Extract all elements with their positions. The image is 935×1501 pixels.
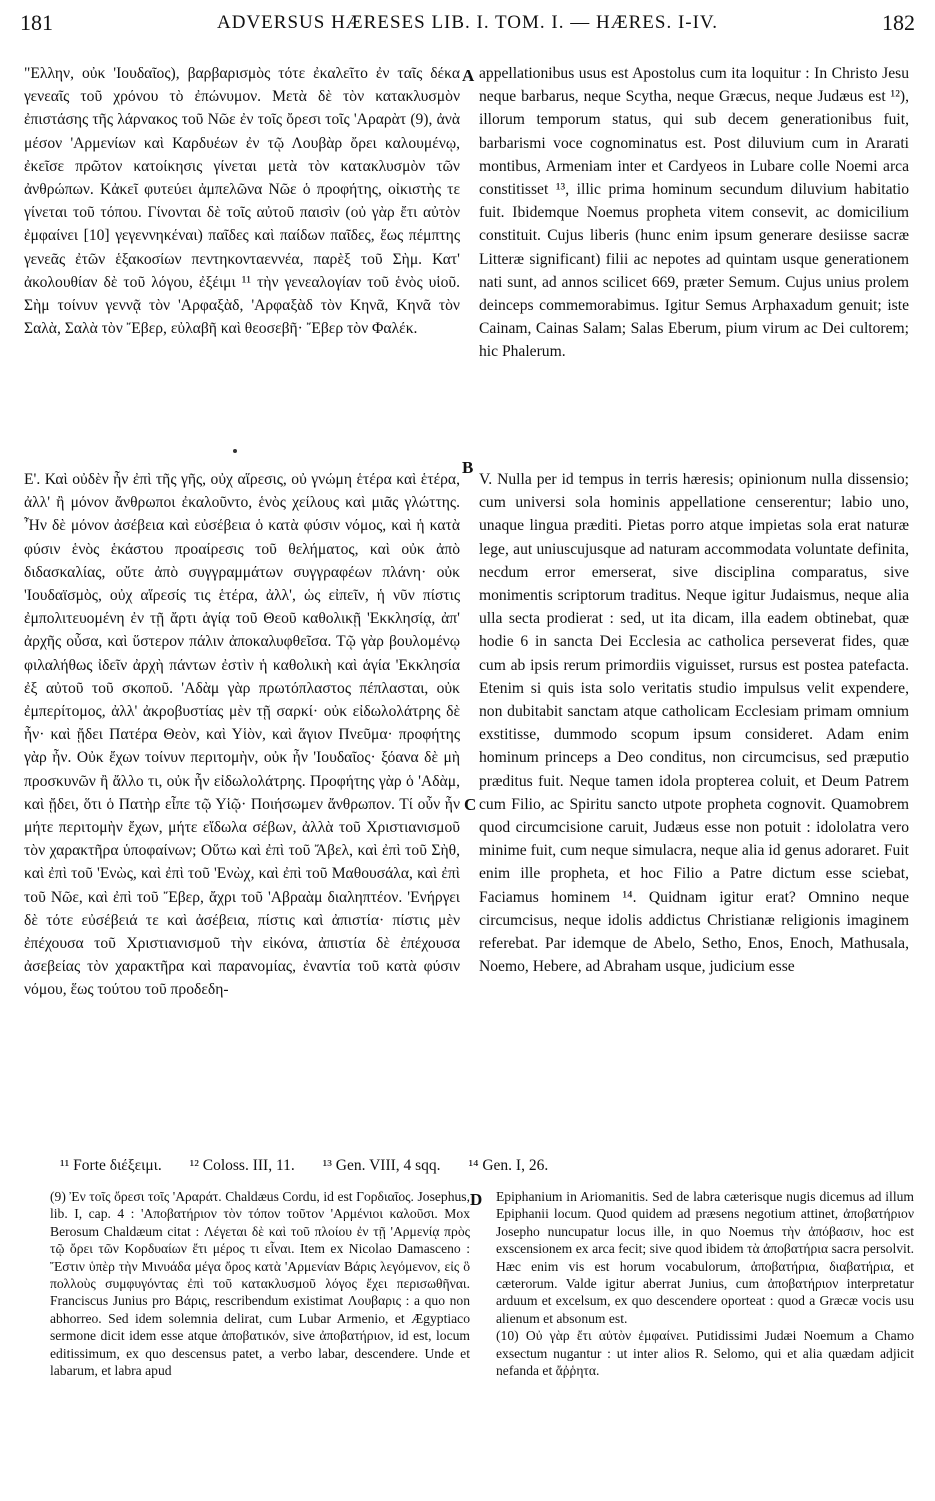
greek-paragraph-2: Ε'. Καὶ οὐδὲν ἦν ἐπὶ τῆς γῆς, οὐχ αἵρεσις, οὐ γνώμη ἑτέρα καὶ ἑτέρα, ἀλλ' ἢ μόνον ἄνθρωποι ἐκαλοῦντο, ἑνὸς χείλους καὶ μιᾶς γλώττης. Ἦν δὲ μόνον ἀσέβεια καὶ εὐσέβεια ὁ κατὰ φύσιν νόμος, καὶ ἡ κατὰ φύσιν ἑνὸς ἑκάστου προαίρεσις τοῦ θελήματος, καὶ οὐκ ἀπὸ διδασκαλίας, οὔτε ἀπὸ συγγραμμάτων συγγραφέων πλάνη· οὐκ 'Ιουδαϊσμὸς, οὐχ αἵρεσίς τις ἑτέρα, ἀλλ', ὡς εἰπεῖν, ἡ νῦν πίστις ἐμπολιτευομένη ἐν τῇ ἄρτι ἁγίᾳ τοῦ Θεοῦ καθολικῇ 'Εκκλησίᾳ, ἀπ' ἀρχῆς οὖσα, καὶ ὕστερον πάλιν ἀποκαλυφθεῖσα. Τῷ γὰρ βουλομένῳ φιλαλήθως ἰδεῖν ἀρχὴ πάντων ἐστὶν ἡ καθολικὴ καὶ ἁγία 'Εκκλησία ἐξ αὐτοῦ τοῦ σκοποῦ. 'Αδὰμ γὰρ πρωτόπλαστος πέπλασται, οὐκ ἐμπερίτομος, ἀλλ' ἀκροβυστίας μὲν τῇ σαρκί· οὐκ εἰδωλολάτρης δὲ ἦν· καὶ ᾔδει Πατέρα Θεὸν, καὶ Υἱὸν, καὶ ἅγιον Πνεῦμα· προφήτης γὰρ ἦν. Οὐκ ἔχων τοίνυν περιτομὴν, οὐκ ἦν 'Ιουδαῖος· ξόανα δὲ μὴ προσκυνῶν ἢ ἄλλο τι, οὐκ ἦν εἰδωλολάτρης. Προφήτης γὰρ ὁ 'Αδὰμ, καὶ ᾔδει, ὅτι ὁ Πατὴρ εἶπε τῷ Υἱῷ· Ποιήσωμεν ἄνθρωπον. Τί οὖν ἦν μήτε περιτομὴν ἔχων, μήτε εἴδωλα σέβων, ἀλλὰ τοῦ Χριστιανισμοῦ τὸν χαρακτῆρα ὑποφαίνων; Οὕτω καὶ ἐπὶ τοῦ Ἄβελ, καὶ ἐπὶ τοῦ Σὴθ, καὶ ἐπὶ τοῦ 'Ενὼς, καὶ ἐπὶ τοῦ 'Ενὼχ, καὶ ἐπὶ τοῦ Μαθουσάλα, καὶ ἐπὶ τοῦ Νῶε, καὶ ἐπὶ τοῦ Ἔβερ, ἄχρι τοῦ 'Αβραὰμ διαληπτέον. 'Ενήργει δὲ τότε εὐσέβειά τε καὶ ἀσέβεια, πίστις καὶ ἀπιστία· πίστις μὲν ἐπέχουσα τοῦ Χριστιανισμοῦ τὴν εἰκόνα, ἀπιστία δὲ ἐπέχουσα ἀσεβείας τὸν χαρακτῆρα καὶ παρανομίας, ἐναντία τοῦ κατὰ φύσιν νόμου, ἕως τούτου τοῦ προδεδη- [24, 471, 460, 999]
greek-column-bottom [24, 468, 460, 1002]
left-page-number: 181 [20, 10, 53, 35]
latin-paragraph-2: V. Nulla per id tempus in terris hæresis; opinionum nulla dissensio; cum universi sola hominis appellatione censerentur; labio uno, unaque lingua præditi. Pietas porro atque impietas sola erat naturæ lege, aut uniuscujusque ad naturam accommodata voluntate definita, necdum error emerserat, sive disciplina comparatus, sive monimentis scriptorum traditus. Neque igitur Judaismus, neque alia ulla secta prodierat : sed, ut ita dicam, illa eadem obtinebat, quæ hodie 6 in sancta Dei Ecclesia ac catholica perseverat fides, quæ cum ab ipsis rerum primordiis viguisset, rursus est postea patefacta. Etenim si quis ista solo veritatis studio impulsus velit expendere, non dubitabit sanctam atque catholicam Ecclesiam primam omnium exstitisse, dummodo scopum ipsum consideret. Adam enim hominum princeps a Deo conditus, non circumcisus, sed præputio præditus fuit. Neque tamen idola propterea coluit, et Deum Patrem cum Filio, ac Spiritu sancto utpote propheta cognovit. Quamobrem quod circumcisione caruit, Judæus esse non potuit : idololatra vero minime fuit, cum neque simulacra, neque alia id genus adoraret. Fuit enim ille propheta, et hoc Filio a Patre dictum esse sciebat, Faciamus hominem ¹⁴. Quidnam igitur erat? Omnino neque circumcisus, neque idolis addictus Christianæ religionis imaginem referebat. Par idemque de Abelo, Setho, Enos, Enoch, Mathusala, Noemo, Hebere, ad Abraham usque, judicium esse [479, 471, 909, 976]
footnote-continued-and-10: Epiphanium in Ariomanitis. Sed de labra cæterisque nugis dicemus ad illum Epiphanii locum. Quod quidem ad præsens negotium attinet, ἀποβατήριον Josepho nuncupatur locus ille, in quo Noemus τὴν ἀπόβασιν, hoc est exscensionem ex arca fecit; sive quod ibidem τὰ ἀποβατήρια sacra persolvit. Hæc enim vis est horum vocabulorum, ἀποβατήρια, διαβατήρια, et cæterorum. Valde igitur aberrat Junius, cum ἀποβατήριον interpretatur arduum et excelsum, ex quo descendere oporteat : quod a Græcæ vocis usu alienum et absonum est. (10) Οὐ γὰρ ἔτι αὐτὸν ἐμφαίνει. Putidissimi Judæi Noemum a Chamo exsectum nugantur : ut inter alios R. Selomo, qui et alia quædam adjicit nefanda et ἄῤῥητα. [496, 1189, 914, 1379]
latin-column-bottom [479, 468, 909, 978]
scripture-references [60, 1157, 915, 1175]
running-title: ADVERSUS HÆRESES LIB. I. TOM. I. — HÆRES. I-IV. [217, 12, 718, 33]
margin-marker-c: C [464, 795, 477, 814]
footnote-9: (9) Ἐν τοῖς ὄρεσι τοῖς 'Αραράτ. Chaldæus Cordu, id est Γορδιαῖος. Josephus, lib. I, cap. 4 : 'Αποβατήριον τὸν τόπον τοῦτον 'Αρμένιοι καλοῦσι. Mox Berosum Chaldæum citat : Λέγεται δὲ καὶ τοῦ πλοίου ἐν τῇ 'Αρμενίᾳ πρὸς τῷ ὄρει τῶν Κορδυαίων ἔτι μέρος τι εἶναι. Item ex Nicolao Damasceno : Ἔστιν ὑπὲρ τὴν Μινυάδα μέγα ὄρος κατὰ 'Αρμενίαν Βάρις λεγόμενον, εἰς ὃ πολλοὺς συμφυγόντας ἐπὶ τοῦ κατακλυσμοῦ λόγος ἔχει περισωθῆναι. Franciscus Junius pro Βάρις, rescribendum existimat Λουβαρις : a quo non abhorreo. Sed idem solemnia delirat, cum Lubar Armenio, et Ægyptiaco sermone dicit idem esse atque ἀποβατικόν, sive ἀποβατήριον, id est, locum editissimum, ex quo descensus patet, a verbo labar, descendere. Unde et labarum, et labra apud [50, 1189, 470, 1379]
reference-11: ¹¹ Forte διέξειμι. [60, 1157, 162, 1174]
right-page-number: 182 [882, 10, 915, 35]
footnotes-right [496, 1188, 914, 1379]
footnotes-left [50, 1188, 470, 1379]
margin-marker-d: D [470, 1190, 483, 1209]
latin-paragraph-1: appellationibus usus est Apostolus cum ita loquitur : In Christo Jesu neque barbarus, neque Scytha, neque Græcus, neque Judæus est ¹²), illorum temporum status, qui sub decem generationibus fuit, barbarismi voce cognominatus est. Post diluvium cum in Ararati montibus, Armeniam inter et Cardyeos in Lubare colle Noemi arca constitisset ¹³, illic prima hominum secundum diluvium habitatio fuit. Ibidemque Noemus propheta vitem consevit, ac domicilium constituit. Cujus liberis (hunc enim ipsum generare desiisse sacræ Litteræ significant) filii ac nepotes ad quintam usque generationem nati sunt, ad annos scilicet 669, præter Semum. Cujus unius prolem deinceps commemorabimus. Igitur Semus Arphaxadum genuit; iste Cainam, Cainas Salam; Salas Eberum, pium virum ac Dei cultorem; hic Phalerum. [479, 65, 909, 361]
greek-column-top [24, 62, 460, 340]
reference-12: ¹² Coloss. III, 11. [189, 1157, 295, 1174]
margin-marker-b: B [462, 458, 474, 477]
page-header [20, 4, 915, 40]
margin-marker-a: A [462, 66, 475, 85]
reference-13: ¹³ Gen. VIII, 4 sqq. [322, 1157, 441, 1174]
latin-column-top [479, 62, 909, 364]
reference-14: ¹⁴ Gen. I, 26. [468, 1157, 549, 1174]
section-dot-separator [233, 449, 237, 453]
greek-paragraph-1: "Ελλην, οὐκ 'Ιουδαῖος), βαρβαρισμὸς τότε ἐκαλεῖτο ἐν ταῖς δέκα γενεαῖς τοῦ χρόνου τὸ ἐπώνυμον. Μετὰ δὲ τὸν κατακλυσμὸν ἐπιστάσης τῆς λάρνακος τοῦ Νῶε ἐν τοῖς ὄρεσι τοῖς 'Αραρὰτ (9), ἀνὰ μέσον 'Αρμενίων καὶ Καρδυέων ἐν τῷ Λουβὰρ ὄρει καλουμένῳ, ἐκεῖσε πρῶτον κατοίκησις γίνεται μετὰ τὸν κατακλυσμὸν τῶν ἀνθρώπων. Κἀκεῖ φυτεύει ἀμπελῶνα Νῶε ὁ προφήτης, οἰκιστὴς τε γίνεται τοῦ τόπου. Γίνονται δὲ τοῖς αὐτοῦ παισὶν (οὐ γὰρ ἔτι αὐτὸν ἐμφαίνει [10] γεγεννηκέναι) παῖδες καὶ παίδων παῖδες, ἕως πέμπτης γενεᾶς ἐτῶν ἑξακοσίων πεντηκονταεννέα, παρὲξ τοῦ Σὴμ. Κατ' ἀκολουθίαν δὲ τοῦ λόγου, ἐξέιμι ¹¹ τὴν γενεαλογίαν τοῦ ἑνὸς υἱοῦ. Σὴμ τοίνυν γεννᾷ τὸν 'Αρφαξὰδ, 'Αρφαξὰδ τὸν Κηνᾶ, Κηνᾶ τὸν Σαλὰ, Σαλὰ τὸν Ἔβερ, εὐλαβῆ καὶ θεοσεβῆ· Ἔβερ τὸν Φαλέκ. [24, 65, 460, 338]
